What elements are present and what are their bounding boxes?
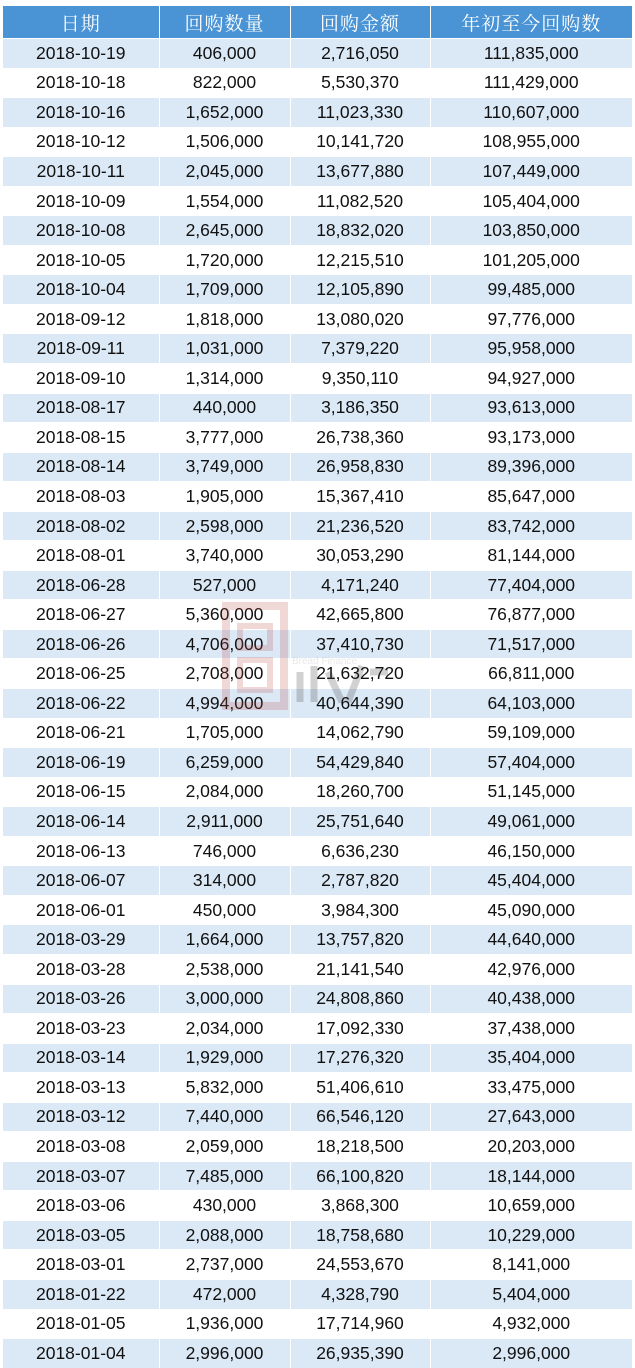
table-row bbox=[3, 984, 632, 1014]
ytd-cell: 105,404,000 bbox=[430, 186, 632, 216]
quantity-cell: 3,740,000 bbox=[159, 541, 290, 571]
ytd-cell: 93,173,000 bbox=[430, 423, 632, 453]
date-cell: 2018-10-16 bbox=[3, 98, 159, 128]
amount-cell: 25,751,640 bbox=[290, 807, 430, 837]
quantity-cell: 430,000 bbox=[159, 1191, 290, 1221]
amount-cell: 13,757,820 bbox=[290, 925, 430, 955]
date-cell: 2018-03-26 bbox=[3, 984, 159, 1014]
date-cell: 2018-03-28 bbox=[3, 954, 159, 984]
date-cell: 2018-09-12 bbox=[3, 304, 159, 334]
amount-cell: 26,738,360 bbox=[290, 423, 430, 453]
ytd-cell: 94,927,000 bbox=[430, 364, 632, 394]
date-cell: 2018-01-04 bbox=[3, 1339, 159, 1368]
date-cell: 2018-06-21 bbox=[3, 718, 159, 748]
ytd-cell: 76,877,000 bbox=[430, 600, 632, 630]
table-row bbox=[3, 511, 632, 541]
table-row bbox=[3, 482, 632, 512]
amount-cell: 5,530,370 bbox=[290, 68, 430, 98]
ytd-cell: 10,229,000 bbox=[430, 1220, 632, 1250]
date-cell: 2018-06-28 bbox=[3, 570, 159, 600]
table-row bbox=[3, 1191, 632, 1221]
table-row bbox=[3, 836, 632, 866]
ytd-cell: 99,485,000 bbox=[430, 275, 632, 305]
table-row bbox=[3, 186, 632, 216]
date-cell: 2018-10-04 bbox=[3, 275, 159, 305]
quantity-cell: 2,059,000 bbox=[159, 1132, 290, 1162]
table-row bbox=[3, 275, 632, 305]
date-cell: 2018-08-01 bbox=[3, 541, 159, 571]
ytd-cell: 110,607,000 bbox=[430, 98, 632, 128]
ytd-cell: 8,141,000 bbox=[430, 1250, 632, 1280]
header-ytd-buyback: 年初至今回购数 bbox=[430, 6, 632, 39]
amount-cell: 10,141,720 bbox=[290, 127, 430, 157]
date-cell: 2018-10-19 bbox=[3, 39, 159, 69]
table-row bbox=[3, 452, 632, 482]
date-cell: 2018-03-08 bbox=[3, 1132, 159, 1162]
table-row bbox=[3, 925, 632, 955]
quantity-cell: 2,911,000 bbox=[159, 807, 290, 837]
ytd-cell: 10,659,000 bbox=[430, 1191, 632, 1221]
ytd-cell: 101,205,000 bbox=[430, 245, 632, 275]
quantity-cell: 406,000 bbox=[159, 39, 290, 69]
ytd-cell: 66,811,000 bbox=[430, 659, 632, 689]
amount-cell: 11,082,520 bbox=[290, 186, 430, 216]
date-cell: 2018-10-11 bbox=[3, 157, 159, 187]
buyback-table bbox=[3, 6, 632, 1368]
date-cell: 2018-03-01 bbox=[3, 1250, 159, 1280]
date-cell: 2018-06-26 bbox=[3, 629, 159, 659]
amount-cell: 18,832,020 bbox=[290, 216, 430, 246]
table-row bbox=[3, 866, 632, 896]
quantity-cell: 1,705,000 bbox=[159, 718, 290, 748]
quantity-cell: 440,000 bbox=[159, 393, 290, 423]
ytd-cell: 2,996,000 bbox=[430, 1339, 632, 1368]
ytd-cell: 44,640,000 bbox=[430, 925, 632, 955]
quantity-cell: 2,084,000 bbox=[159, 777, 290, 807]
table-row bbox=[3, 689, 632, 719]
table-row bbox=[3, 423, 632, 453]
amount-cell: 15,367,410 bbox=[290, 482, 430, 512]
amount-cell: 2,787,820 bbox=[290, 866, 430, 896]
ytd-cell: 18,144,000 bbox=[430, 1161, 632, 1191]
date-cell: 2018-09-10 bbox=[3, 364, 159, 394]
ytd-cell: 111,835,000 bbox=[430, 39, 632, 69]
amount-cell: 21,632,720 bbox=[290, 659, 430, 689]
quantity-cell: 1,506,000 bbox=[159, 127, 290, 157]
ytd-cell: 83,742,000 bbox=[430, 511, 632, 541]
amount-cell: 4,328,790 bbox=[290, 1279, 430, 1309]
buyback-table-container bbox=[3, 6, 632, 1368]
table-row bbox=[3, 1073, 632, 1103]
table-row bbox=[3, 1161, 632, 1191]
quantity-cell: 1,709,000 bbox=[159, 275, 290, 305]
table-row bbox=[3, 68, 632, 98]
quantity-cell: 2,045,000 bbox=[159, 157, 290, 187]
amount-cell: 17,276,320 bbox=[290, 1043, 430, 1073]
amount-cell: 26,935,390 bbox=[290, 1339, 430, 1368]
quantity-cell: 1,314,000 bbox=[159, 364, 290, 394]
amount-cell: 12,105,890 bbox=[290, 275, 430, 305]
table-row bbox=[3, 245, 632, 275]
ytd-cell: 108,955,000 bbox=[430, 127, 632, 157]
amount-cell: 17,092,330 bbox=[290, 1014, 430, 1044]
date-cell: 2018-03-12 bbox=[3, 1102, 159, 1132]
date-cell: 2018-08-03 bbox=[3, 482, 159, 512]
table-row bbox=[3, 216, 632, 246]
date-cell: 2018-06-14 bbox=[3, 807, 159, 837]
ytd-cell: 27,643,000 bbox=[430, 1102, 632, 1132]
quantity-cell: 6,259,000 bbox=[159, 748, 290, 778]
header-date: 日期 bbox=[3, 6, 159, 39]
amount-cell: 54,429,840 bbox=[290, 748, 430, 778]
date-cell: 2018-03-29 bbox=[3, 925, 159, 955]
amount-cell: 3,868,300 bbox=[290, 1191, 430, 1221]
ytd-cell: 46,150,000 bbox=[430, 836, 632, 866]
table-row bbox=[3, 1102, 632, 1132]
table-row bbox=[3, 304, 632, 334]
date-cell: 2018-06-22 bbox=[3, 689, 159, 719]
ytd-cell: 111,429,000 bbox=[430, 68, 632, 98]
quantity-cell: 3,749,000 bbox=[159, 452, 290, 482]
date-cell: 2018-06-15 bbox=[3, 777, 159, 807]
table-row bbox=[3, 39, 632, 69]
date-cell: 2018-03-05 bbox=[3, 1220, 159, 1250]
quantity-cell: 3,777,000 bbox=[159, 423, 290, 453]
quantity-cell: 527,000 bbox=[159, 570, 290, 600]
ytd-cell: 45,404,000 bbox=[430, 866, 632, 896]
amount-cell: 37,410,730 bbox=[290, 629, 430, 659]
quantity-cell: 1,720,000 bbox=[159, 245, 290, 275]
date-cell: 2018-08-15 bbox=[3, 423, 159, 453]
amount-cell: 18,260,700 bbox=[290, 777, 430, 807]
table-row bbox=[3, 393, 632, 423]
amount-cell: 24,808,860 bbox=[290, 984, 430, 1014]
table-row bbox=[3, 1339, 632, 1368]
quantity-cell: 4,994,000 bbox=[159, 689, 290, 719]
quantity-cell: 1,818,000 bbox=[159, 304, 290, 334]
amount-cell: 40,644,390 bbox=[290, 689, 430, 719]
amount-cell: 4,171,240 bbox=[290, 570, 430, 600]
amount-cell: 14,062,790 bbox=[290, 718, 430, 748]
ytd-cell: 42,976,000 bbox=[430, 954, 632, 984]
amount-cell: 24,553,670 bbox=[290, 1250, 430, 1280]
table-row bbox=[3, 718, 632, 748]
watermark-text: Bread Finance bbox=[292, 656, 358, 667]
ytd-cell: 93,613,000 bbox=[430, 393, 632, 423]
ytd-cell: 40,438,000 bbox=[430, 984, 632, 1014]
quantity-cell: 2,598,000 bbox=[159, 511, 290, 541]
header-row bbox=[3, 6, 632, 39]
quantity-cell: 1,554,000 bbox=[159, 186, 290, 216]
quantity-cell: 4,706,000 bbox=[159, 629, 290, 659]
date-cell: 2018-10-08 bbox=[3, 216, 159, 246]
amount-cell: 18,218,500 bbox=[290, 1132, 430, 1162]
amount-cell: 3,984,300 bbox=[290, 895, 430, 925]
table-row bbox=[3, 748, 632, 778]
table-row bbox=[3, 777, 632, 807]
quantity-cell: 746,000 bbox=[159, 836, 290, 866]
table-row bbox=[3, 807, 632, 837]
quantity-cell: 3,000,000 bbox=[159, 984, 290, 1014]
amount-cell: 26,958,830 bbox=[290, 452, 430, 482]
table-row bbox=[3, 127, 632, 157]
date-cell: 2018-03-13 bbox=[3, 1073, 159, 1103]
table-row bbox=[3, 1220, 632, 1250]
date-cell: 2018-06-25 bbox=[3, 659, 159, 689]
quantity-cell: 2,708,000 bbox=[159, 659, 290, 689]
ytd-cell: 20,203,000 bbox=[430, 1132, 632, 1162]
ytd-cell: 45,090,000 bbox=[430, 895, 632, 925]
quantity-cell: 2,645,000 bbox=[159, 216, 290, 246]
date-cell: 2018-01-22 bbox=[3, 1279, 159, 1309]
table-row bbox=[3, 954, 632, 984]
ytd-cell: 89,396,000 bbox=[430, 452, 632, 482]
table-row bbox=[3, 1043, 632, 1073]
table-row bbox=[3, 1279, 632, 1309]
ytd-cell: 97,776,000 bbox=[430, 304, 632, 334]
ytd-cell: 59,109,000 bbox=[430, 718, 632, 748]
ytd-cell: 103,850,000 bbox=[430, 216, 632, 246]
table-row bbox=[3, 98, 632, 128]
table-row bbox=[3, 659, 632, 689]
ytd-cell: 35,404,000 bbox=[430, 1043, 632, 1073]
amount-cell: 17,714,960 bbox=[290, 1309, 430, 1339]
quantity-cell: 1,031,000 bbox=[159, 334, 290, 364]
quantity-cell: 7,485,000 bbox=[159, 1161, 290, 1191]
ytd-cell: 33,475,000 bbox=[430, 1073, 632, 1103]
amount-cell: 3,186,350 bbox=[290, 393, 430, 423]
ytd-cell: 107,449,000 bbox=[430, 157, 632, 187]
quantity-cell: 5,832,000 bbox=[159, 1073, 290, 1103]
ytd-cell: 64,103,000 bbox=[430, 689, 632, 719]
quantity-cell: 450,000 bbox=[159, 895, 290, 925]
ytd-cell: 4,932,000 bbox=[430, 1309, 632, 1339]
date-cell: 2018-01-05 bbox=[3, 1309, 159, 1339]
date-cell: 2018-03-07 bbox=[3, 1161, 159, 1191]
date-cell: 2018-06-27 bbox=[3, 600, 159, 630]
table-row bbox=[3, 334, 632, 364]
quantity-cell: 2,737,000 bbox=[159, 1250, 290, 1280]
date-cell: 2018-10-05 bbox=[3, 245, 159, 275]
amount-cell: 66,546,120 bbox=[290, 1102, 430, 1132]
amount-cell: 42,665,800 bbox=[290, 600, 430, 630]
quantity-cell: 822,000 bbox=[159, 68, 290, 98]
amount-cell: 2,716,050 bbox=[290, 39, 430, 69]
quantity-cell: 7,440,000 bbox=[159, 1102, 290, 1132]
quantity-cell: 472,000 bbox=[159, 1279, 290, 1309]
amount-cell: 13,677,880 bbox=[290, 157, 430, 187]
date-cell: 2018-03-23 bbox=[3, 1014, 159, 1044]
quantity-cell: 1,905,000 bbox=[159, 482, 290, 512]
date-cell: 2018-10-18 bbox=[3, 68, 159, 98]
ytd-cell: 71,517,000 bbox=[430, 629, 632, 659]
date-cell: 2018-08-14 bbox=[3, 452, 159, 482]
amount-cell: 18,758,680 bbox=[290, 1220, 430, 1250]
ytd-cell: 81,144,000 bbox=[430, 541, 632, 571]
date-cell: 2018-08-02 bbox=[3, 511, 159, 541]
amount-cell: 21,236,520 bbox=[290, 511, 430, 541]
quantity-cell: 1,652,000 bbox=[159, 98, 290, 128]
ytd-cell: 77,404,000 bbox=[430, 570, 632, 600]
table-row bbox=[3, 1132, 632, 1162]
date-cell: 2018-10-09 bbox=[3, 186, 159, 216]
amount-cell: 7,379,220 bbox=[290, 334, 430, 364]
date-cell: 2018-03-06 bbox=[3, 1191, 159, 1221]
date-cell: 2018-10-12 bbox=[3, 127, 159, 157]
quantity-cell: 314,000 bbox=[159, 866, 290, 896]
date-cell: 2018-06-07 bbox=[3, 866, 159, 896]
table-row bbox=[3, 570, 632, 600]
quantity-cell: 1,664,000 bbox=[159, 925, 290, 955]
table-body bbox=[3, 39, 632, 1368]
ytd-cell: 85,647,000 bbox=[430, 482, 632, 512]
quantity-cell: 2,034,000 bbox=[159, 1014, 290, 1044]
table-row bbox=[3, 1014, 632, 1044]
quantity-cell: 2,996,000 bbox=[159, 1339, 290, 1368]
quantity-cell: 5,360,000 bbox=[159, 600, 290, 630]
ytd-cell: 49,061,000 bbox=[430, 807, 632, 837]
amount-cell: 21,141,540 bbox=[290, 954, 430, 984]
amount-cell: 66,100,820 bbox=[290, 1161, 430, 1191]
table-row bbox=[3, 600, 632, 630]
ytd-cell: 5,404,000 bbox=[430, 1279, 632, 1309]
table-row bbox=[3, 157, 632, 187]
quantity-cell: 2,088,000 bbox=[159, 1220, 290, 1250]
table-row bbox=[3, 629, 632, 659]
quantity-cell: 1,936,000 bbox=[159, 1309, 290, 1339]
ytd-cell: 37,438,000 bbox=[430, 1014, 632, 1044]
amount-cell: 51,406,610 bbox=[290, 1073, 430, 1103]
ytd-cell: 57,404,000 bbox=[430, 748, 632, 778]
table-row bbox=[3, 364, 632, 394]
date-cell: 2018-06-13 bbox=[3, 836, 159, 866]
table-row bbox=[3, 1250, 632, 1280]
date-cell: 2018-06-01 bbox=[3, 895, 159, 925]
quantity-cell: 2,538,000 bbox=[159, 954, 290, 984]
table-row bbox=[3, 895, 632, 925]
ytd-cell: 95,958,000 bbox=[430, 334, 632, 364]
amount-cell: 6,636,230 bbox=[290, 836, 430, 866]
amount-cell: 13,080,020 bbox=[290, 304, 430, 334]
amount-cell: 30,053,290 bbox=[290, 541, 430, 571]
date-cell: 2018-08-17 bbox=[3, 393, 159, 423]
date-cell: 2018-09-11 bbox=[3, 334, 159, 364]
date-cell: 2018-03-14 bbox=[3, 1043, 159, 1073]
table-row bbox=[3, 1309, 632, 1339]
amount-cell: 9,350,110 bbox=[290, 364, 430, 394]
amount-cell: 11,023,330 bbox=[290, 98, 430, 128]
table-row bbox=[3, 541, 632, 571]
header-buyback-quantity: 回购数量 bbox=[159, 6, 290, 39]
ytd-cell: 51,145,000 bbox=[430, 777, 632, 807]
date-cell: 2018-06-19 bbox=[3, 748, 159, 778]
amount-cell: 12,215,510 bbox=[290, 245, 430, 275]
header-buyback-amount: 回购金额 bbox=[290, 6, 430, 39]
quantity-cell: 1,929,000 bbox=[159, 1043, 290, 1073]
